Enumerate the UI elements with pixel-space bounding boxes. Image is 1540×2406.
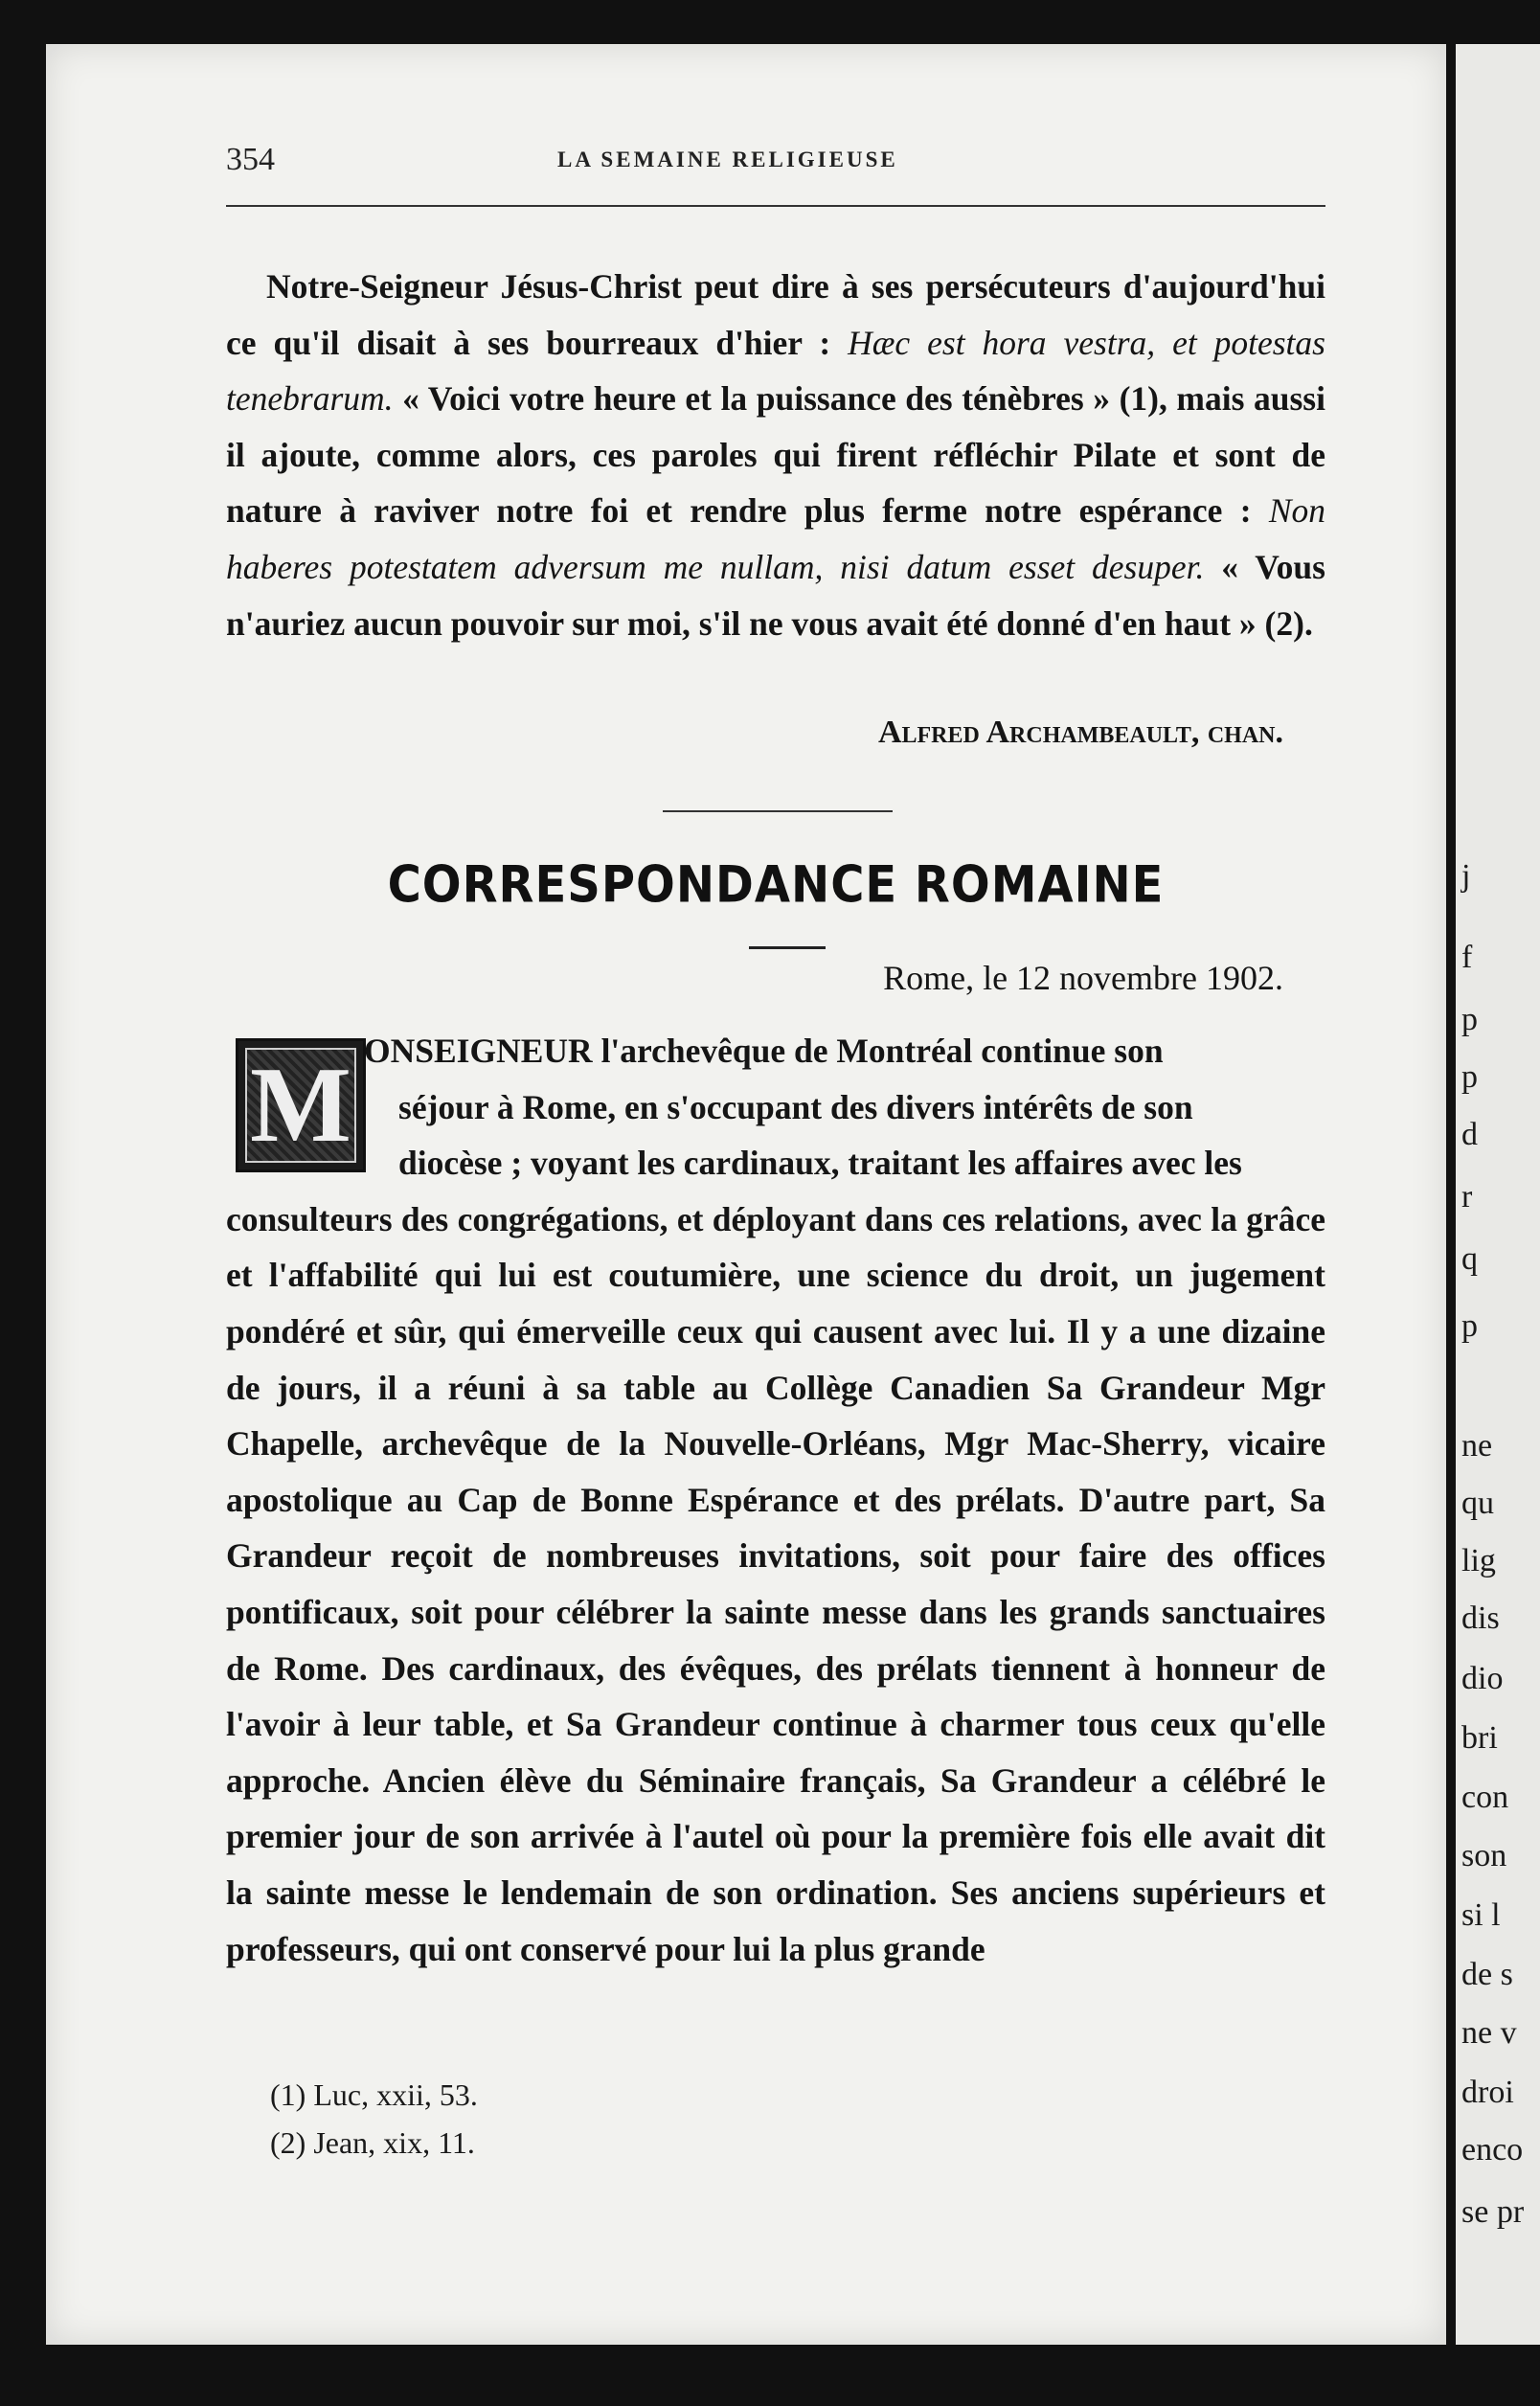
- adjacent-page-fragment: ne: [1461, 1428, 1493, 1464]
- page-header: [226, 142, 1320, 180]
- adjacent-page-edge: [1456, 44, 1540, 2345]
- running-title: LA SEMAINE RELIGIEUSE: [557, 148, 898, 171]
- section-title: CORRESPONDANCE ROMAINE: [387, 855, 1165, 915]
- adjacent-page-fragment: qu: [1461, 1486, 1494, 1521]
- page-number: 354: [226, 142, 275, 177]
- adjacent-page-fragment: droi: [1461, 2075, 1514, 2110]
- title-underline: [749, 946, 826, 949]
- adjacent-page-fragment: p: [1461, 1002, 1478, 1037]
- adjacent-page-fragment: d: [1461, 1117, 1478, 1152]
- paragraph-body: consulteurs des congrégations, et déployant dans ces relations, avec la grâce et l'affabilité qui lui est coutumière, une science du droit, un jugement pondéré et sûr, qui émerveille ceux qui causent avec lui. Il y a une dizaine de jours, il a réuni à sa table au Collège Canadien Sa Grandeur Mgr Chapelle, archevêque de la Nouvelle-Orléans, Mgr Mac-Sherry, vicaire apostolique au Cap de Bonne Espérance et des prélats. D'autre part, Sa Grandeur reçoit de nombreuses invitations, soit pour faire des offices pontificaux, soit pour célébrer la sainte messe dans les grands sanctuaires de Rome. Des cardinaux, des évêques, des prélats tiennent à honneur de l'avoir à leur table, et Sa Grandeur continue à charmer tous ceux qu'elle approche. Ancien élève du Séminaire français, Sa Grandeur a célébré le premier jour de son arrivée à l'autel où pour la première fois elle avait dit la sainte messe le lendemain de son ordination. Ses anciens supérieurs et professeurs, qui ont conservé pour lui la plus grande: [226, 1199, 1325, 1968]
- footnote-1: (1) Luc, xxii, 53.: [270, 2077, 478, 2112]
- footnotes: [270, 2071, 478, 2167]
- adjacent-page-fragment: ne v: [1461, 2015, 1517, 2051]
- paragraph-intro: [226, 259, 1325, 651]
- section-divider: [663, 810, 893, 812]
- adjacent-page-fragment: lig: [1461, 1543, 1496, 1578]
- adjacent-page-fragment: dio: [1461, 1661, 1504, 1696]
- adjacent-page-fragment: p: [1461, 1308, 1478, 1344]
- adjacent-page-fragment: enco: [1461, 2132, 1524, 2168]
- latin-quote-2: Non haberes potestatem adversum me nullam, nisi datum esset desuper.: [226, 491, 1325, 586]
- header-rule: [226, 205, 1325, 207]
- adjacent-page-fragment: se pr: [1461, 2194, 1525, 2230]
- author-signature: Alfred Archambeault, chan.: [877, 715, 1283, 750]
- adjacent-page-fragment: con: [1461, 1780, 1509, 1815]
- adjacent-page-fragment: dis: [1461, 1600, 1500, 1636]
- paragraph-intro-text-1: Notre-Seigneur Jésus-Christ peut dire à ses persécuteurs d'aujourd'hui ce qu'il disait à ses bourreaux d'hier :: [226, 267, 1325, 362]
- adjacent-page-fragment: p: [1461, 1059, 1478, 1095]
- dropcap-letter: M: [250, 1045, 351, 1165]
- adjacent-page-fragment: bri: [1461, 1720, 1498, 1756]
- adjacent-page-fragment: si l: [1461, 1897, 1501, 1933]
- adjacent-page-fragment: son: [1461, 1838, 1507, 1873]
- dateline: Rome, le 12 novembre 1902.: [883, 959, 1283, 997]
- paragraph-line-1: ONSEIGNEUR l'archevêque de Montréal continue son: [364, 1032, 1164, 1070]
- paragraph-correspondence: [226, 1023, 1325, 1977]
- paragraph-intro-text-3: « Vous n'auriez aucun pouvoir sur moi, s'il ne vous avait été donné d'en haut » (2).: [226, 547, 1325, 643]
- paragraph-line-2: séjour à Rome, en s'occupant des divers intérêts de son: [398, 1087, 1193, 1126]
- paragraph-line-3: diocèse ; voyant les cardinaux, traitant les affaires avec les: [398, 1144, 1242, 1183]
- footnote-2: (2) Jean, xix, 11.: [270, 2125, 475, 2160]
- paragraph-intro-text-2: « Voici votre heure et la puissance des ténèbres » (1), mais aussi il ajoute, comme alors, ces paroles qui firent réfléchir Pilate et sont de nature à raviver notre foi et rendre plus ferme notre espérance :: [226, 379, 1325, 531]
- adjacent-page-fragment: r: [1461, 1179, 1473, 1214]
- latin-quote-1: Hæc est hora vestra, et potestas tenebrarum.: [226, 323, 1325, 419]
- adjacent-page-fragment: q: [1461, 1241, 1478, 1277]
- adjacent-page-fragment: j: [1461, 858, 1471, 894]
- adjacent-page-fragment: de s: [1461, 1957, 1513, 1992]
- adjacent-page-fragment: f: [1461, 940, 1473, 975]
